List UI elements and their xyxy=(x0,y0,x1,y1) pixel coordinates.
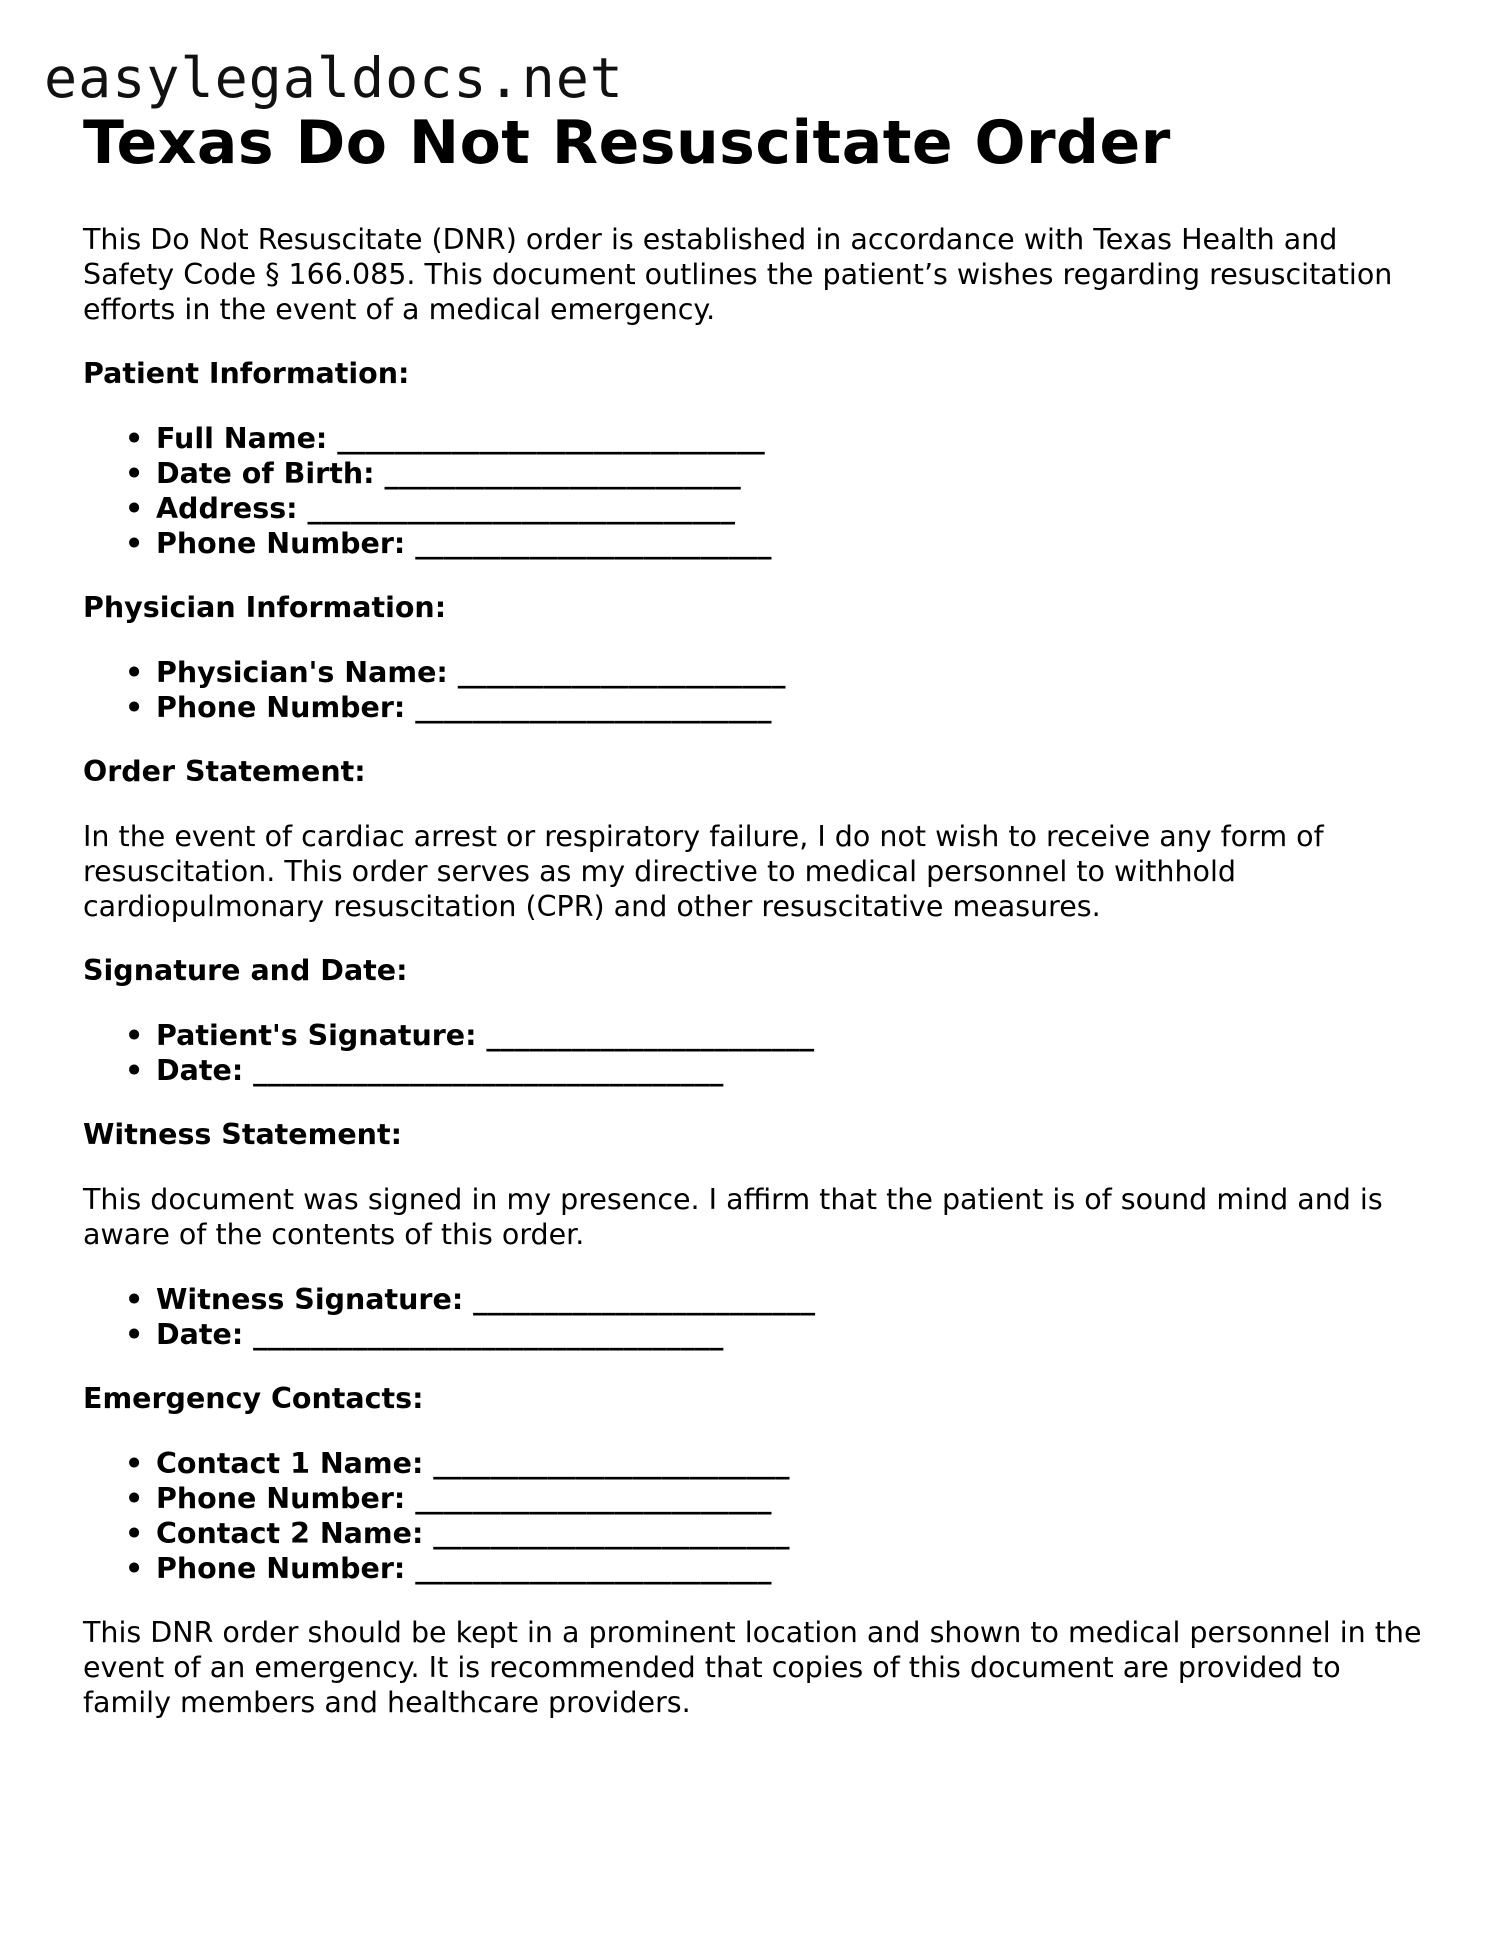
bullet-icon: • xyxy=(125,1318,144,1351)
field-label: Contact 1 Name: _________________________ xyxy=(156,1447,790,1480)
field-label: Date of Birth: _________________________ xyxy=(156,457,741,490)
bullet-icon: • xyxy=(125,422,144,455)
field-physician-name[interactable] xyxy=(125,655,1423,690)
order-statement-text: In the event of cardiac arrest or respiratory failure, I do not wish to receive any form of resuscitation. This order serves as my directive to medical personnel to withhold cardiopulmonary resuscitation (CPR) and other resuscitative measures. xyxy=(83,820,1324,923)
witness-text: This document was signed in my presence. I affirm that the patient is of sound mind and is aware of the contents of this order. xyxy=(83,1183,1383,1251)
patient-info-heading: Patient Information: xyxy=(83,357,410,390)
field-label: Contact 2 Name: _________________________ xyxy=(156,1517,790,1550)
closing-paragraph: This DNR order should be kept in a prominent location and shown to medical personnel in the event of an emergency. It is recommended that copies of this document are provided to family members and healthcare providers. xyxy=(83,1616,1422,1719)
field-address[interactable] xyxy=(125,491,1423,526)
witness-list xyxy=(83,1282,1423,1352)
bullet-icon: • xyxy=(125,1054,144,1087)
field-label: Phone Number: _________________________ xyxy=(156,527,772,560)
bullet-icon: • xyxy=(125,1019,144,1052)
intro-paragraph: This Do Not Resuscitate (DNR) order is established in accordance with Texas Health and Safety Code § 166.085. This document outlines the patient’s wishes regarding resuscitation efforts in the event of a medical emergency. xyxy=(83,223,1393,326)
bullet-icon: • xyxy=(125,457,144,490)
field-label: Date: _________________________________ xyxy=(156,1054,724,1087)
bullet-icon: • xyxy=(125,1283,144,1316)
bullet-icon: • xyxy=(125,492,144,525)
emergency-contacts-list xyxy=(83,1446,1423,1586)
field-label: Phone Number: _________________________ xyxy=(156,691,772,724)
field-patient-sign-date[interactable] xyxy=(125,1053,1423,1088)
field-physician-phone[interactable] xyxy=(125,690,1423,725)
bullet-icon: • xyxy=(125,691,144,724)
bullet-icon: • xyxy=(125,1482,144,1515)
watermark: easylegaldocs.net xyxy=(44,46,624,110)
field-label: Full Name: ______________________________ xyxy=(156,422,765,455)
field-contact-1-name[interactable] xyxy=(125,1446,1423,1481)
field-label: Address: ______________________________ xyxy=(156,492,735,525)
bullet-icon: • xyxy=(125,1552,144,1585)
field-patient-signature[interactable] xyxy=(125,1018,1423,1053)
field-contact-2-name[interactable] xyxy=(125,1516,1423,1551)
field-label: Phone Number: _________________________ xyxy=(156,1482,772,1515)
physician-info-list xyxy=(83,655,1423,725)
field-contact-1-phone[interactable] xyxy=(125,1481,1423,1516)
order-statement-heading: Order Statement: xyxy=(83,755,366,788)
bullet-icon: • xyxy=(125,656,144,689)
field-contact-2-phone[interactable] xyxy=(125,1551,1423,1586)
field-label: Date: _________________________________ xyxy=(156,1318,724,1351)
document-title: Texas Do Not Resuscitate Order xyxy=(83,108,1171,178)
field-label: Patient's Signature: _______________________ xyxy=(156,1019,815,1052)
patient-info-list xyxy=(83,421,1423,561)
bullet-icon: • xyxy=(125,1517,144,1550)
field-witness-date[interactable] xyxy=(125,1317,1423,1352)
field-label: Witness Signature: ________________________ xyxy=(156,1283,816,1316)
witness-heading: Witness Statement: xyxy=(83,1118,402,1151)
field-label: Phone Number: _________________________ xyxy=(156,1552,772,1585)
signature-heading: Signature and Date: xyxy=(83,954,408,987)
document-page xyxy=(83,108,1423,1720)
physician-info-heading: Physician Information: xyxy=(83,591,447,624)
field-full-name[interactable] xyxy=(125,421,1423,456)
field-date-of-birth[interactable] xyxy=(125,456,1423,491)
field-label: Physician's Name: _______________________ xyxy=(156,656,786,689)
field-patient-phone[interactable] xyxy=(125,526,1423,561)
bullet-icon: • xyxy=(125,1447,144,1480)
bullet-icon: • xyxy=(125,527,144,560)
emergency-contacts-heading: Emergency Contacts: xyxy=(83,1382,424,1415)
field-witness-signature[interactable] xyxy=(125,1282,1423,1317)
signature-list xyxy=(83,1018,1423,1088)
